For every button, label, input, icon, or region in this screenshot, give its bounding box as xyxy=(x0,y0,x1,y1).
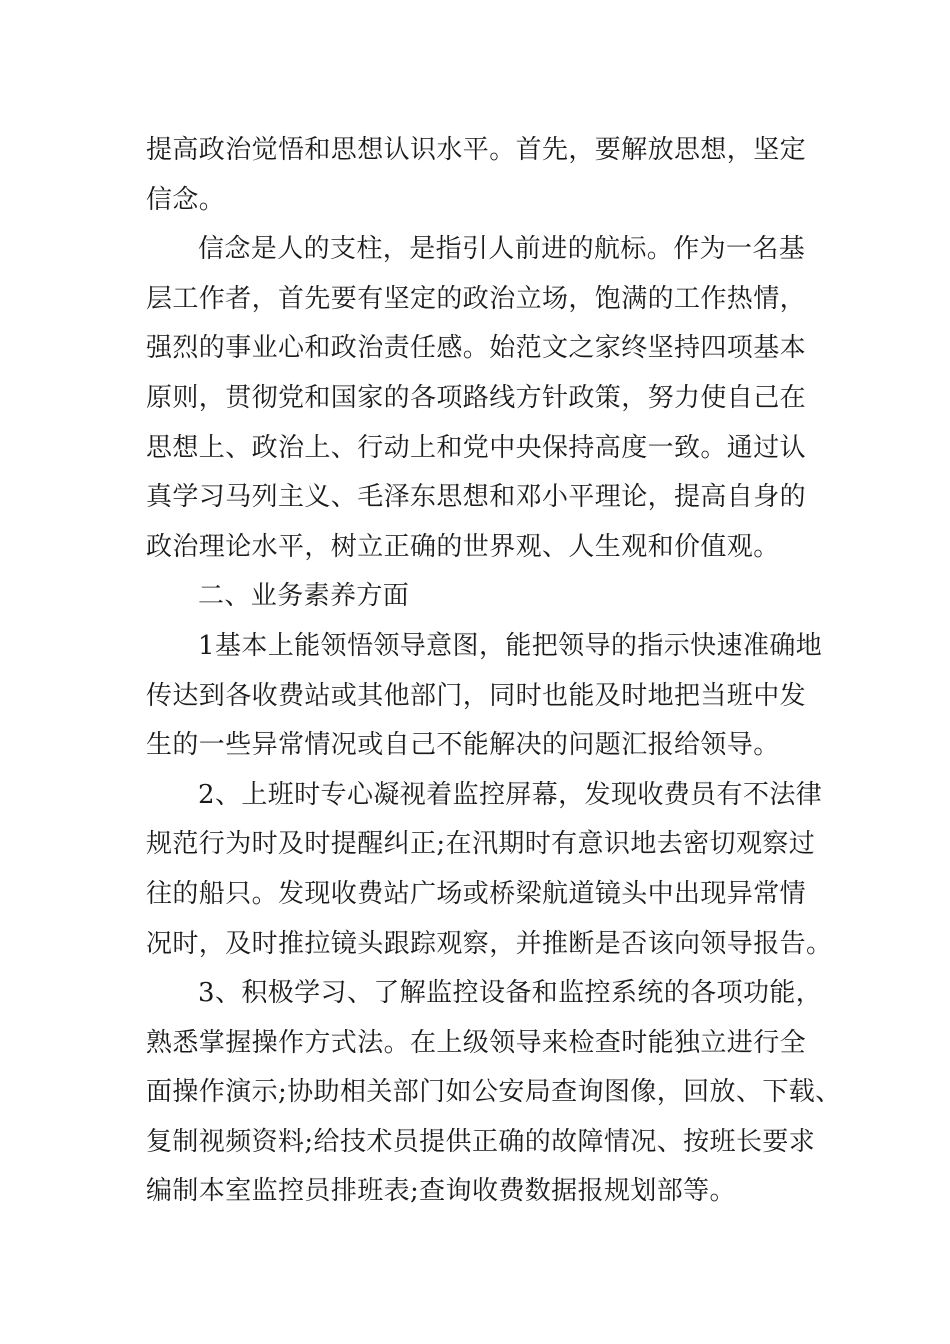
text-line: 往的船只。发现收费站广场或桥梁航道镜头中出现异常情 xyxy=(146,878,807,909)
text-line: 政治理论水平，树立正确的世界观、人生观和价值观。 xyxy=(146,531,780,562)
text-line: 原则，贯彻党和国家的各项路线方针政策，努力使自己在 xyxy=(146,382,807,413)
text-line: 1基本上能领悟领导意图，能把领导的指示快速准确地 xyxy=(198,630,823,661)
section-heading: 二、业务素养方面 xyxy=(198,581,410,612)
text-line: 思想上、政治上、行动上和党中央保持高度一致。通过认 xyxy=(146,432,807,463)
text-line: 编制本室监控员排班表;查询收费数据报规划部等。 xyxy=(146,1176,736,1207)
text-line: 复制视频资料;给技术员提供正确的故障情况、按班长要求 xyxy=(146,1126,816,1157)
document-body xyxy=(146,126,842,1217)
text-line: 生的一些异常情况或自己不能解决的问题汇报给领导。 xyxy=(146,730,780,761)
text-line: 规范行为时及时提醒纠正;在汛期时有意识地去密切观察过 xyxy=(146,829,816,860)
text-line: 传达到各收费站或其他部门，同时也能及时地把当班中发 xyxy=(146,680,807,711)
text-line: 面操作演示;协助相关部门如公安局查询图像，回放、下载、 xyxy=(146,1077,842,1108)
text-line: 真学习马列主义、毛泽东思想和邓小平理论，提高自身的 xyxy=(146,482,807,513)
text-line: 强烈的事业心和政治责任感。始范文之家终坚持四项基本 xyxy=(146,333,807,364)
text-line: 况时，及时推拉镜头跟踪观察，并推断是否该向领导报告。 xyxy=(146,928,833,959)
text-line: 层工作者，首先要有坚定的政治立场，饱满的工作热情， xyxy=(146,283,807,314)
text-line: 信念。 xyxy=(146,184,226,215)
text-line: 2、上班时专心凝视着监控屏幕，发现收费员有不法律 xyxy=(198,779,823,810)
text-line: 熟悉掌握操作方式法。在上级领导来检查时能独立进行全 xyxy=(146,1027,807,1058)
text-line: 3、积极学习、了解监控设备和监控系统的各项功能， xyxy=(198,978,823,1009)
text-line: 信念是人的支柱，是指引人前进的航标。作为一名基 xyxy=(198,234,806,265)
text-line: 提高政治觉悟和思想认识水平。首先，要解放思想，坚定 xyxy=(146,135,807,165)
